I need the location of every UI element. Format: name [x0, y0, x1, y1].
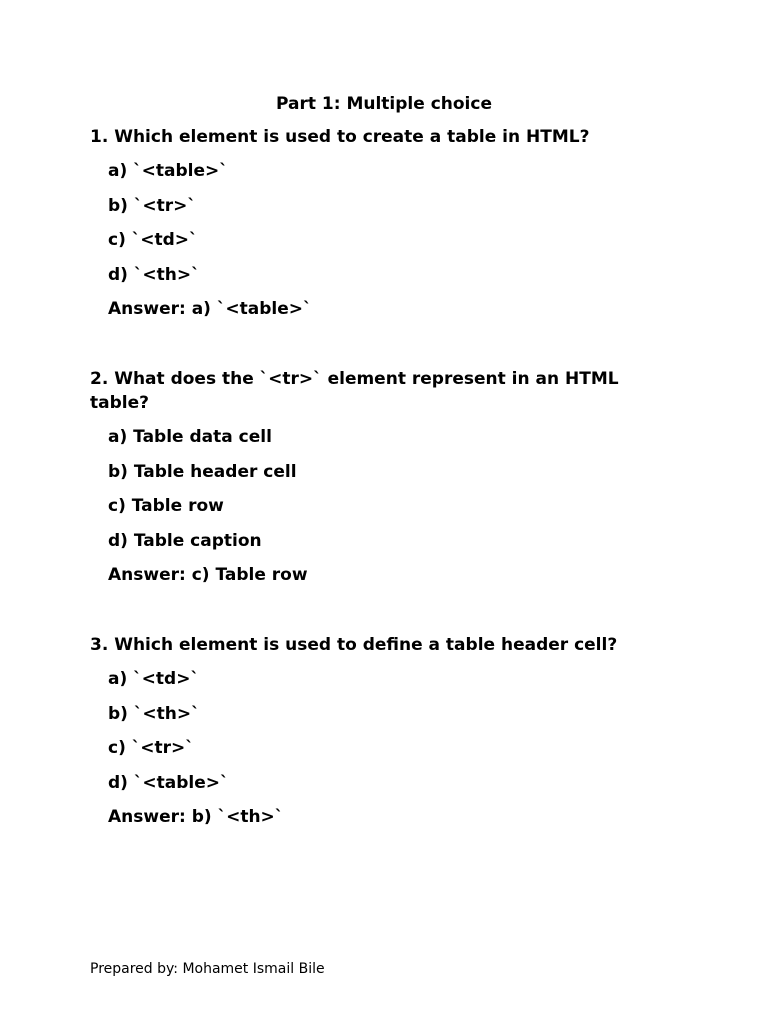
option-a: a) `<table>`	[108, 161, 228, 182]
footer-author: Prepared by: Mohamet Ismail Bile	[90, 961, 325, 977]
option-b: b) Table header cell	[108, 461, 297, 482]
question-text: 1. Which element is used to create a table in HTML?	[90, 127, 590, 147]
option-c: c) `<td>`	[108, 230, 198, 251]
option-a: a) `<td>`	[108, 669, 199, 690]
option-c: c) `<tr>`	[108, 738, 194, 759]
option-d: d) `<th>`	[108, 264, 200, 285]
question-text: 3. Which element is used to define a table header cell?	[90, 635, 618, 655]
option-a: a) Table data cell	[108, 427, 272, 448]
answer-text: Answer: c) Table row	[108, 565, 308, 586]
question-3	[90, 633, 670, 835]
question-text: 2. What does the `<tr>` element represent in an HTML table?	[90, 369, 619, 413]
option-d: d) Table caption	[108, 530, 262, 551]
question-1	[90, 125, 670, 327]
option-c: c) Table row	[108, 496, 224, 517]
answer-text: Answer: b) `<th>`	[108, 807, 284, 828]
question-2	[90, 367, 670, 593]
page-title: Part 1: Multiple choice	[276, 94, 492, 114]
option-d: d) `<table>`	[108, 772, 229, 793]
answer-text: Answer: a) `<table>`	[108, 299, 312, 320]
option-b: b) `<tr>`	[108, 195, 196, 216]
option-b: b) `<th>`	[108, 703, 200, 724]
